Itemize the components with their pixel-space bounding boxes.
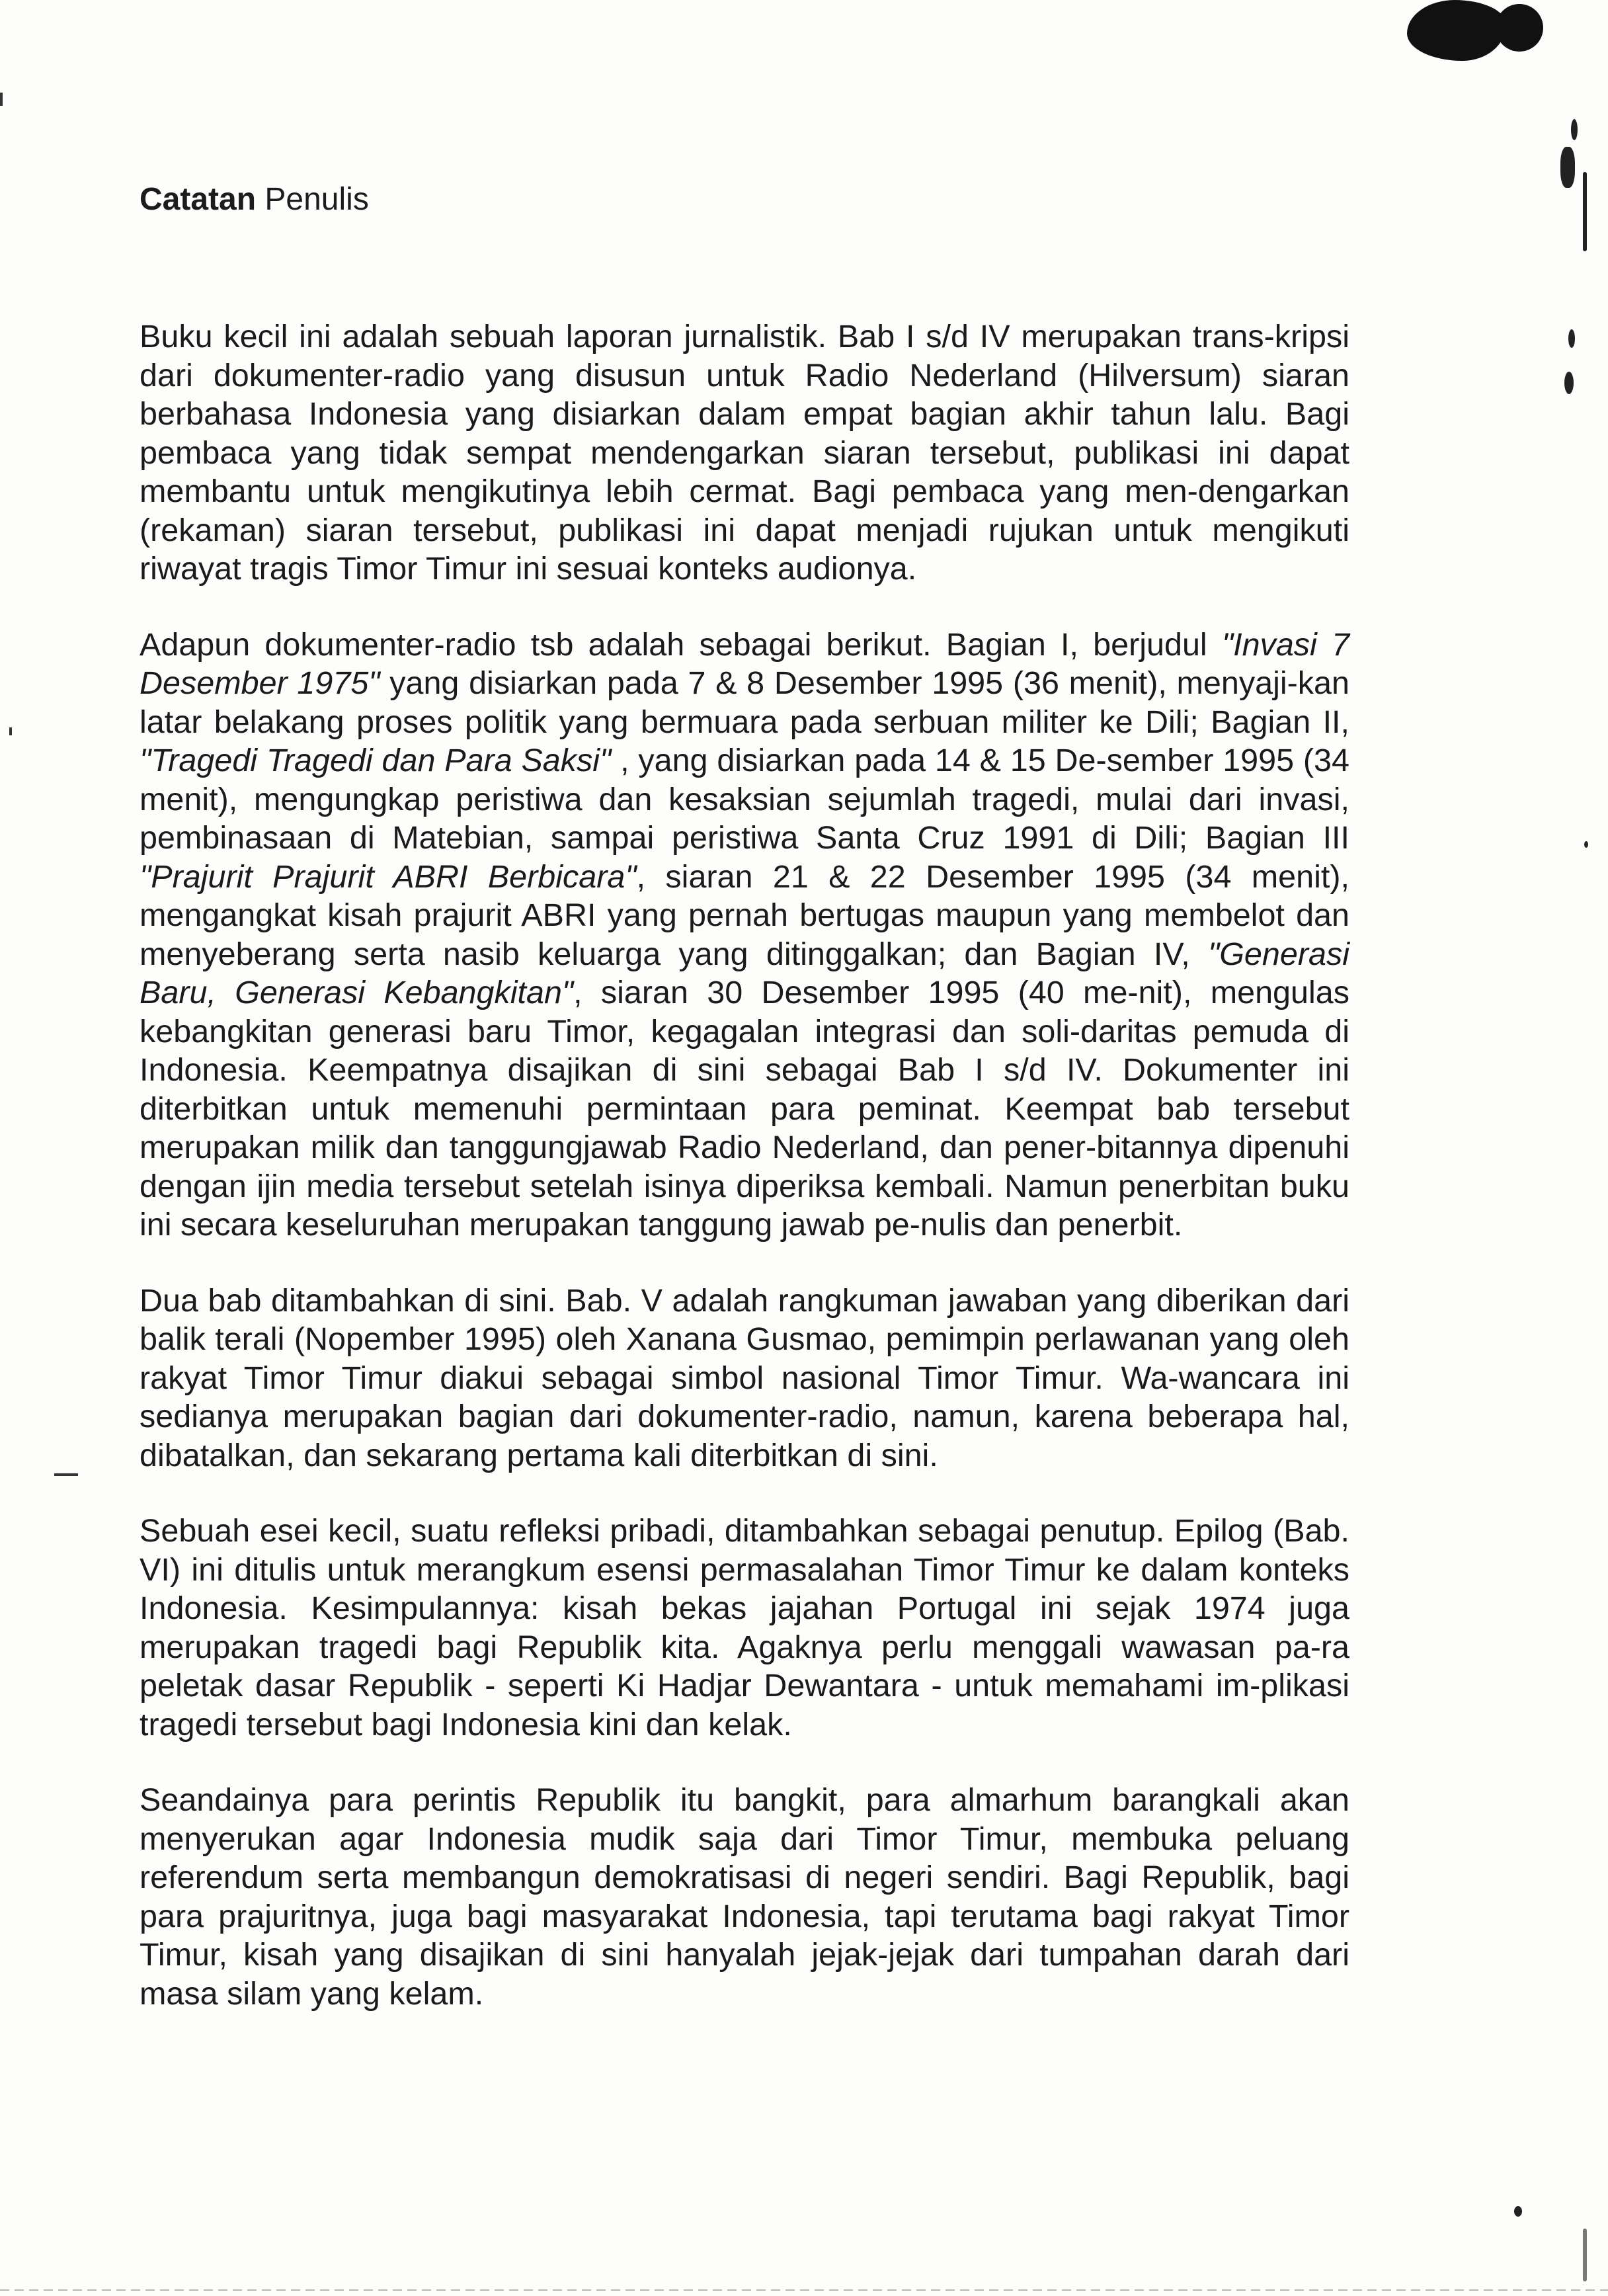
paragraph [140,317,1349,589]
edge-mark [54,1473,78,1476]
paragraph-text: Sebuah esei kecil, suatu refleksi pribadi, ditambahkan sebagai penutup. Epilog (Bab. VI) ini ditulis untuk merangkum esensi permasalahan Timor Timur ke dalam konteks Indonesia. Kesimpulannya: kisah bekas jajahan Portugal ini sejak 1974 juga merupakan tragedi bagi Republik kita. Agaknya perlu menggali wawasan pa-ra peletak dasar Republik - seperti Ki Hadjar Dewantara - untuk memahami im-plikasi tragedi tersebut bagi Indonesia kini dan kelak. [140,1513,1349,1742]
scan-speck [1584,841,1588,848]
page-title [140,180,369,220]
ink-blot [1496,4,1543,52]
edge-mark [0,93,3,106]
scan-speck [1564,372,1574,394]
edge-mark [9,727,12,735]
italic-title-text: "Prajurit Prajurit ABRI Berbicara" [140,858,637,895]
paragraph [140,1512,1349,1744]
scan-edge-line [0,2289,1608,2291]
scan-speck [1571,119,1578,140]
scan-speck [1583,2229,1587,2281]
paragraph-text: Buku kecil ini adalah sebuah laporan jurnalistik. Bab I s/d IV merupakan trans-kripsi dari dokumenter-radio yang disusun untuk Radio Nederland (Hilversum) siaran berbahasa Indonesia yang disiarkan dalam empat bagian akhir tahun lalu. Bagi pembaca yang tidak sempat mendengarkan siaran tersebut, publikasi ini dapat membantu untuk mengikutinya lebih cermat. Bagi pembaca yang men-dengarkan (rekaman) siaran tersebut, publikasi ini dapat menjadi rujukan untuk mengikuti riwayat tragis Timor Timur ini sesuai konteks audionya. [140,319,1349,587]
paragraph [140,1781,1349,2013]
italic-title-text: "Tragedi Tragedi dan Para Saksi" [140,743,612,778]
paragraph-text: yang disiarkan pada 7 & 8 Desember 1995 (36 menit), menyaji-kan latar belakang proses politik yang bermuara pada serbuan militer ke Dili; Bagian II, [140,665,1349,740]
paragraph-text: Seandainya para perintis Republik itu bangkit, para almarhum barangkali akan menyerukan agar Indonesia mudik saja dari Timor Timur, membuka peluang referendum serta membangun demokratisasi di negeri sendiri. Bagi Republik, bagi para prajuritnya, juga bagi masyarakat Indonesia, tapi terutama bagi rakyat Timor Timur, kisah yang disajikan di sini hanyalah jejak-jejak dari tumpahan darah dari masa silam yang kelam. [140,1782,1349,2012]
paragraph-text: , siaran 21 & 22 Desember 1995 (34 menit), mengangkat kisah prajurit ABRI yang pernah bertugas maupun yang membelot dan menyeberang serta nasib keluarga yang ditinggalkan; dan Bagian IV, [140,858,1349,972]
scan-speck [1568,329,1575,348]
italic-title-text: "Generasi Baru, Generasi Kebangkitan" [140,936,1349,1010]
page-title-bold: Catatan [140,182,257,217]
scan-speck [1560,147,1575,188]
ink-blot [1407,0,1506,61]
paragraph-text: Dua bab ditambahkan di sini. Bab. V adalah rangkuman jawaban yang diberikan dari balik terali (Nopember 1995) oleh Xanana Gusmao, pemimpin perlawanan yang oleh rakyat Timor Timur diakui sebagai simbol nasional Timor Timur. Wa-wancara ini sedianya merupakan bagian dari dokumenter-radio, namun, karena beberapa hal, dibatalkan, dan sekarang pertama kali diterbitkan di sini. [140,1282,1349,1473]
paragraph-text: , siaran 30 Desember 1995 (40 me-nit), mengulas kebangkitan generasi baru Timor, kegagalan integrasi dan soli-daritas pemuda di Indonesia. Keempatnya disajikan di sini sebagai Bab I s/d IV. Dokumenter ini diterbitkan untuk memenuhi permintaan para peminat. Keempat bab tersebut merupakan milik dan tanggungjawab Radio Nederland, dan pener-bitannya dipenuhi dengan ijin media tersebut setelah isinya diperiksa kembali. Namun penerbitan buku ini secara keseluruhan merupakan tanggung jawab pe-nulis dan penerbit. [140,975,1349,1243]
scan-speck [1514,2206,1522,2217]
italic-title-text: "Invasi 7 Desember 1975" [140,626,1349,701]
body-text [140,317,1349,2050]
paragraph [140,626,1349,1245]
page-title-rest: Penulis [264,182,369,217]
paragraph-text: Adapun dokumenter-radio tsb adalah sebagai berikut. Bagian I, berjudul [140,626,1222,663]
paragraph [140,1282,1349,1475]
paragraph-text: , yang disiarkan pada 14 & 15 De-sember 1995 (34 menit), mengungkap peristiwa dan kesaksian sejumlah tragedi, mulai dari invasi, pembinasaan di Matebian, sampai peristiwa Santa Cruz 1991 di Dili; Bagian III [140,743,1349,856]
scan-speck [1583,172,1587,251]
